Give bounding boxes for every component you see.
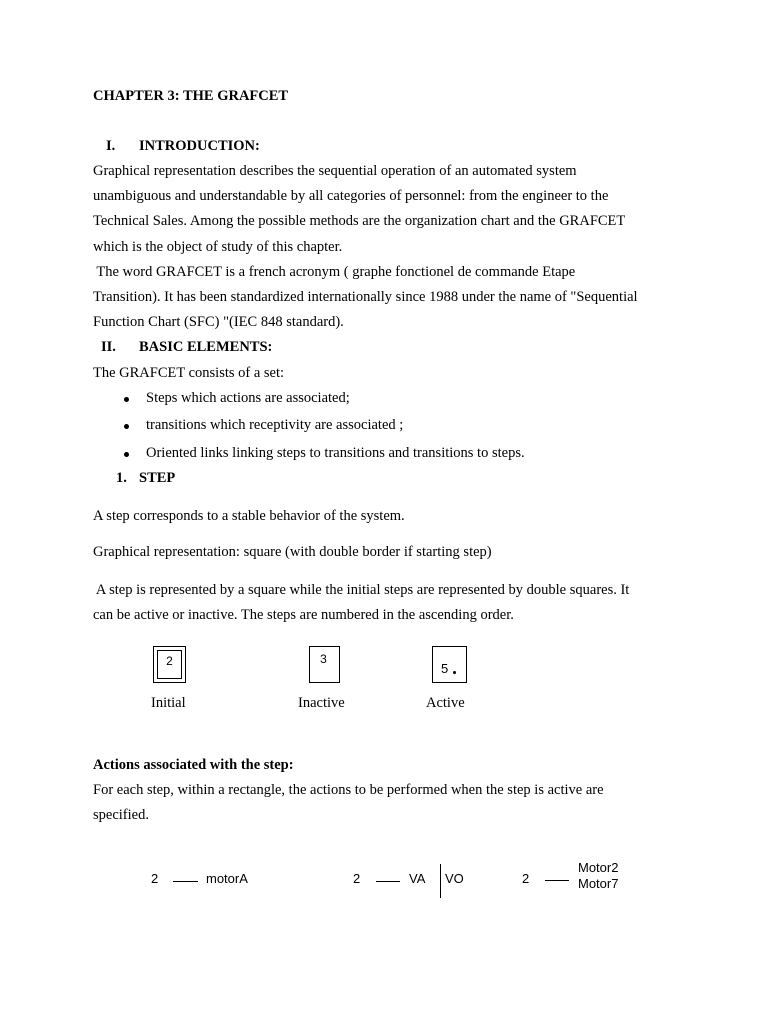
section-2-numeral: II. — [101, 339, 116, 355]
section-1-numeral: I. — [106, 138, 116, 154]
bullet-item-2: transitions which receptivity are associated ; — [146, 417, 404, 433]
initial-step-number: 2 — [166, 654, 173, 668]
action-example-2-step: 2 — [353, 871, 361, 886]
actions-heading: Actions associated with the step: — [93, 757, 294, 773]
intro-line-5: The word GRAFCET is a french acronym ( graphe fonctionel de commande Etape — [93, 264, 576, 280]
section-1-heading: INTRODUCTION: — [139, 138, 260, 154]
chapter-title: CHAPTER 3: THE GRAFCET — [93, 88, 289, 104]
step-number: 1. — [116, 470, 127, 486]
action-example-1-step: 2 — [151, 871, 159, 886]
step-para-2: Graphical representation: square (with double border if starting step) — [93, 544, 492, 560]
intro-line-1: Graphical representation describes the sequential operation of an automated system — [93, 163, 577, 179]
intro-line-7: Function Chart (SFC) "(IEC 848 standard). — [93, 314, 344, 330]
action-example-2-action-2: VO — [445, 871, 464, 886]
bullet-item-3: Oriented links linking steps to transitions and transitions to steps. — [146, 445, 525, 461]
actions-line-1: For each step, within a rectangle, the actions to be performed when the step is active are — [93, 782, 604, 798]
active-step-number: 5 — [441, 661, 449, 676]
bullet-dot — [124, 452, 129, 457]
section-2-heading: BASIC ELEMENTS: — [139, 339, 273, 355]
active-token-dot — [453, 671, 456, 674]
bullet-dot — [124, 397, 129, 402]
action-example-3-action-2: Motor7 — [578, 876, 619, 891]
step-para-3-line-1: A step is represented by a square while the initial steps are represented by double squares. It — [93, 582, 630, 598]
active-step-caption: Active — [426, 695, 465, 711]
action-link-line — [545, 880, 569, 881]
action-example-1-action: motorA — [206, 871, 248, 886]
bullet-dot — [124, 424, 129, 429]
basic-elements-intro: The GRAFCET consists of a set: — [93, 365, 285, 381]
inactive-step-caption: Inactive — [298, 695, 345, 711]
step-para-3-line-2: can be active or inactive. The steps are numbered in the ascending order. — [93, 607, 514, 623]
inactive-step-number: 3 — [320, 652, 327, 666]
initial-step-outer-box — [153, 646, 186, 683]
step-para-1: A step corresponds to a stable behavior of the system. — [93, 508, 405, 524]
bullet-item-1: Steps which actions are associated; — [146, 390, 350, 406]
intro-line-3: Technical Sales. Among the possible methods are the organization chart and the GRAFCET — [93, 213, 626, 229]
actions-line-2: specified. — [93, 807, 149, 823]
inactive-step-box — [309, 646, 340, 683]
step-heading: STEP — [139, 470, 176, 486]
intro-line-2: unambiguous and understandable by all categories of personnel: from the engineer to the — [93, 188, 609, 204]
action-link-line — [173, 881, 198, 882]
action-divider-line — [440, 864, 441, 898]
action-example-3-action-1: Motor2 — [578, 860, 619, 875]
intro-line-4: which is the object of study of this chapter. — [93, 239, 343, 255]
active-step-box — [432, 646, 467, 683]
action-example-3-step: 2 — [522, 871, 530, 886]
action-link-line — [376, 881, 400, 882]
action-example-2-action-1: VA — [409, 871, 426, 886]
initial-step-caption: Initial — [151, 695, 186, 711]
intro-line-6: Transition). It has been standardized internationally since 1988 under the name of "Sequential — [93, 289, 638, 305]
